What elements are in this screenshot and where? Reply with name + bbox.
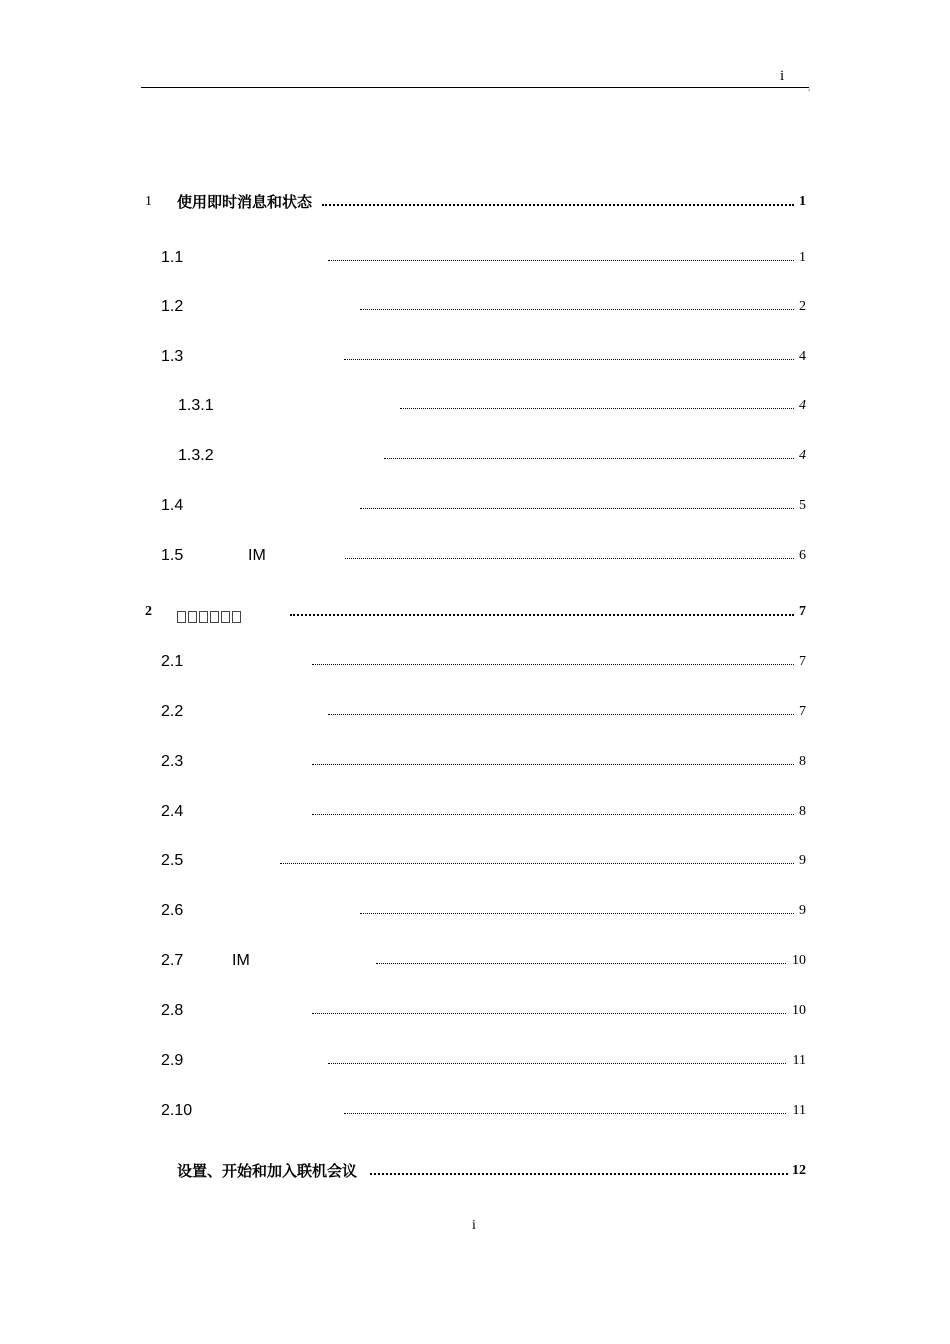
toc-entry[interactable] — [0, 751, 950, 775]
toc-entry-page: 7 — [799, 604, 806, 619]
toc-entry-label: 使用即时消息和状态 — [177, 193, 313, 211]
toc-entry-label: IM — [248, 547, 266, 564]
toc-entry-page: 11 — [792, 1053, 806, 1068]
toc-entry-number: 1 — [145, 194, 152, 209]
toc-entry[interactable] — [0, 1160, 950, 1184]
toc-entry[interactable] — [0, 950, 950, 974]
toc-entry-page: 4 — [799, 448, 806, 463]
toc-entry-page: 8 — [799, 804, 806, 819]
toc-entry-page: 5 — [799, 498, 806, 513]
toc-entry-leader — [345, 558, 794, 559]
toc-entry-page: 8 — [799, 754, 806, 769]
toc-entry-number: 2.4 — [161, 803, 184, 820]
toc-entry-number: 2.3 — [161, 753, 184, 770]
toc-entry-leader — [360, 309, 794, 310]
toc-entry-leader — [384, 458, 794, 459]
toc-entry[interactable] — [0, 1100, 950, 1124]
toc-entry-number: 2.8 — [161, 1002, 184, 1019]
toc-entry-leader — [312, 1013, 786, 1014]
toc-entry-number: 2.1 — [161, 653, 184, 670]
toc-entry-leader — [290, 614, 794, 616]
toc-entry-leader — [328, 260, 794, 261]
toc-entry[interactable] — [0, 601, 950, 625]
toc-entry-leader — [312, 764, 794, 765]
toc-entry[interactable] — [0, 247, 950, 271]
toc-entry[interactable] — [0, 495, 950, 519]
toc-entry-leader — [312, 814, 794, 815]
toc-entry-number: 2.5 — [161, 852, 184, 869]
toc-entry-page: 7 — [799, 654, 806, 669]
toc-entry[interactable] — [0, 701, 950, 725]
header-tick: , — [808, 83, 811, 92]
toc-entry-leader — [360, 508, 794, 509]
toc-entry-page: 9 — [799, 853, 806, 868]
toc-entry-number: 1.3 — [161, 348, 184, 365]
toc-entry-page: 6 — [799, 548, 806, 563]
toc-entry[interactable] — [0, 900, 950, 924]
toc-entry-page: 11 — [792, 1103, 806, 1118]
toc-entry[interactable] — [0, 545, 950, 569]
header-page-mark: i — [780, 68, 785, 84]
toc-entry-page: 2 — [799, 299, 806, 314]
toc-entry-page: 12 — [792, 1163, 806, 1178]
toc-entry[interactable] — [0, 1050, 950, 1074]
toc-entry-leader — [328, 1063, 786, 1064]
toc-entry[interactable] — [0, 445, 950, 469]
toc-entry-number: 1.1 — [161, 249, 184, 266]
toc-entry-page: 9 — [799, 903, 806, 918]
toc-entry-leader — [328, 714, 794, 715]
toc-entry-number: 1.3.1 — [178, 397, 214, 414]
toc-entry-page: 1 — [799, 194, 806, 209]
toc-entry[interactable] — [0, 801, 950, 825]
footer-page-mark: i — [472, 1218, 476, 1233]
toc-entry-page: 4 — [799, 349, 806, 364]
toc-entry[interactable] — [0, 395, 950, 419]
toc-entry-number: 2.7 — [161, 952, 184, 969]
toc-entry-leader — [376, 963, 786, 964]
toc-entry-label-glyphs — [177, 606, 243, 628]
toc-entry-number: 1.2 — [161, 298, 184, 315]
toc-entry-page: 1 — [799, 250, 806, 265]
toc-entry-leader — [360, 913, 794, 914]
toc-title — [433, 126, 513, 148]
toc-entry-leader — [322, 204, 794, 206]
toc-entry-number: 2.6 — [161, 902, 184, 919]
toc-entry-number: 2.9 — [161, 1052, 184, 1069]
toc-entry-number: 1.3.2 — [178, 447, 214, 464]
toc-entry-number: 2.2 — [161, 703, 184, 720]
toc-entry[interactable] — [0, 191, 950, 215]
toc-entry-leader — [344, 359, 794, 360]
toc-entry-label: 设置、开始和加入联机会议 — [177, 1162, 358, 1180]
toc-entry[interactable] — [0, 296, 950, 320]
toc-entry-number: 1.5 — [161, 547, 184, 564]
toc-entry[interactable] — [0, 651, 950, 675]
toc-entry-label: IM — [232, 952, 250, 969]
toc-entry[interactable] — [0, 1000, 950, 1024]
toc-entry-page: 10 — [792, 953, 806, 968]
toc-entry-leader — [400, 408, 794, 409]
toc-entry[interactable] — [0, 346, 950, 370]
toc-entry-page: 4 — [799, 398, 806, 413]
toc-entry-number: 2 — [145, 604, 152, 619]
toc-entry-leader — [312, 664, 794, 665]
toc-entry-number: 1.4 — [161, 497, 184, 514]
toc-entry-leader — [280, 863, 794, 864]
toc-entry-page: 10 — [792, 1003, 806, 1018]
toc-entry-page: 7 — [799, 704, 806, 719]
toc-entry-number: 2.10 — [161, 1102, 193, 1119]
toc-entry-leader — [344, 1113, 786, 1114]
toc-entry-leader — [370, 1173, 788, 1175]
toc-entry[interactable] — [0, 850, 950, 874]
header-rule — [141, 87, 809, 88]
